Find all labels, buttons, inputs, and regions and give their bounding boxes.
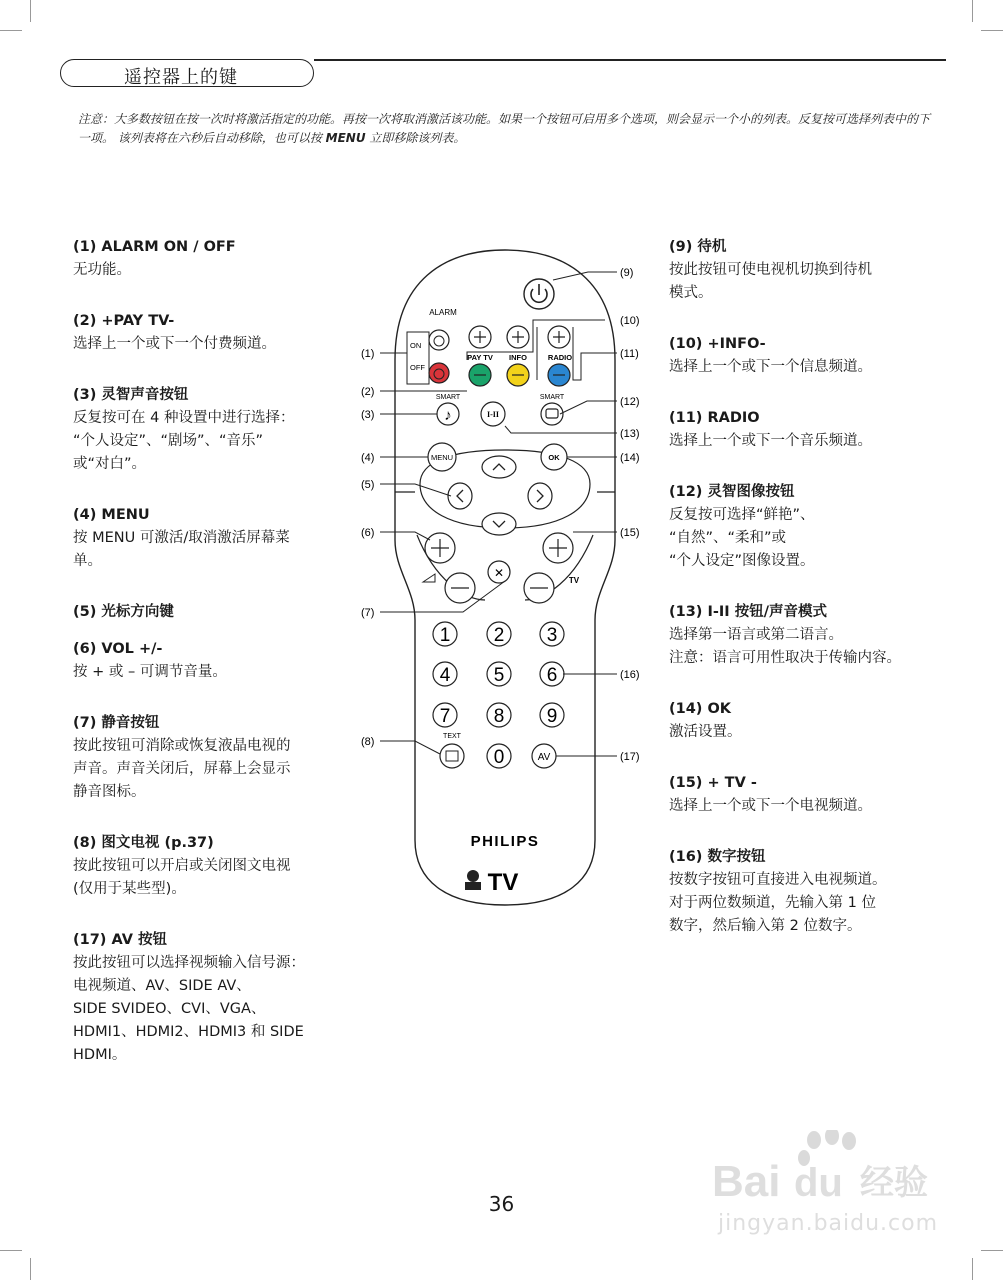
description-item (73, 236, 353, 282)
item-title: (4) MENU (73, 507, 150, 523)
item-text-line: 选择上一个或下一个音乐频道。 (669, 433, 872, 449)
item-text-line: 无功能。 (73, 262, 131, 278)
off-label: OFF (410, 363, 425, 372)
description-item (73, 601, 353, 624)
crop-mark (30, 1258, 31, 1280)
item-text-line: 单。 (73, 553, 102, 569)
description-item (669, 236, 969, 305)
music-note-icon: ♪ (444, 407, 452, 424)
smart-picture-button (541, 403, 563, 425)
item-text-line: HDMI。 (73, 1047, 127, 1063)
left-description-column (73, 236, 353, 1067)
item-text-line: 选择上一个或下一个电视频道。 (669, 798, 872, 814)
item-text-line: 或“对白”。 (73, 456, 147, 472)
volume-wedge-icon (423, 574, 435, 582)
description-item (669, 333, 969, 379)
callout-16: (16) (620, 669, 640, 681)
item-title: (1) ALARM ON / OFF (73, 239, 236, 255)
description-item (669, 846, 969, 938)
usage-note (78, 110, 938, 148)
digit-label: 2 (493, 625, 505, 646)
crop-mark (981, 1250, 1003, 1251)
remote-control-diagram (355, 240, 655, 920)
item-title: (14) OK (669, 701, 732, 717)
cursor-down-button (482, 513, 516, 535)
description-item (669, 772, 969, 818)
item-text-line: 反复按可选择“鲜艳”、 (669, 507, 815, 523)
item-text-line: 激活设置。 (669, 724, 742, 740)
watermark-cn: 经验 (860, 1163, 928, 1203)
item-title: (6) VOL +/- (73, 641, 163, 657)
crop-mark (972, 0, 973, 22)
item-text-line: “个人设定”、“剧场”、“音乐” (73, 433, 264, 449)
note-text: 注意：大多数按钮在按一次时将激活指定的功能。再按一次将取消激活该功能。如果一个按钮可启用多个选项，则会显示一个小的列表。反复按可选择列表中的下一项。 该列表将在六秒后自动移除，也可以按 (78, 112, 931, 145)
smart-picture-label: SMART (539, 394, 565, 401)
digit-label: 4 (439, 665, 451, 686)
note-menu-keyword: MENU (325, 131, 366, 145)
callout-8: (8) (361, 736, 375, 748)
digit-label: 1 (439, 625, 451, 646)
item-text-line: 按 + 或 – 可调节音量。 (73, 664, 227, 680)
baidu-watermark (712, 1130, 952, 1240)
crop-mark (972, 1258, 973, 1280)
item-title: (2) +PAY TV- (73, 313, 175, 329)
description-item (669, 407, 969, 453)
text-button (440, 744, 464, 768)
description-item (73, 384, 353, 476)
description-item (669, 698, 969, 744)
item-text-line: 选择上一个或下一个信息频道。 (669, 359, 872, 375)
ok-label: OK (548, 453, 560, 462)
description-item (73, 712, 353, 804)
item-text-line: 按此按钮可消除或恢复液晶电视的 (73, 738, 291, 754)
digit-label: 6 (546, 665, 558, 686)
alarm-on-button (429, 330, 449, 350)
info-label: INFO (509, 353, 527, 362)
header-rule (314, 59, 946, 61)
item-text-line: SIDE SVIDEO、CVI、VGA、 (73, 1001, 266, 1017)
callout-10: (10) (620, 315, 640, 327)
callout-5: (5) (361, 479, 375, 491)
item-text-line: 选择第一语言或第二语言。 (669, 627, 843, 643)
note-text-end: 立即移除该列表。 (365, 131, 466, 145)
item-text-line: 对于两位数频道，先输入第 1 位 (669, 895, 876, 911)
crop-mark (0, 30, 22, 31)
smart-sound-label: SMART (435, 394, 461, 401)
item-title: (3) 灵智声音按钮 (73, 387, 189, 403)
right-description-column (669, 236, 969, 938)
i-ii-label: I-II (486, 410, 500, 419)
item-text-line: 数字，然后输入第 2 位数字。 (669, 918, 862, 934)
mute-icon: ✕ (493, 566, 505, 580)
philips-tv-logo (465, 869, 518, 896)
cursor-up-button (482, 456, 516, 478)
brand-name: PHILIPS (470, 833, 540, 850)
cursor-left-button (448, 483, 472, 509)
item-title: (13) I-II 按钮/声音模式 (669, 604, 828, 620)
callout-11: (11) (620, 348, 639, 360)
callout-4: (4) (361, 452, 375, 464)
item-text-line: “自然”、“柔和”或 (669, 530, 787, 546)
callout-13: (13) (620, 428, 640, 440)
callout-9: (9) (620, 267, 634, 279)
item-text-line: 按数字按钮可直接进入电视频道。 (669, 872, 887, 888)
item-text-line: 按此按钮可以开启或关闭图文电视 (73, 858, 291, 874)
pay-tv-label: PAY TV (467, 353, 493, 362)
item-title: (9) 待机 (669, 239, 727, 255)
item-title: (7) 静音按钮 (73, 715, 160, 731)
callout-14: (14) (620, 452, 640, 464)
item-text-line: 静音图标。 (73, 784, 146, 800)
description-item (73, 929, 353, 1067)
item-text-line: “个人设定”图像设置。 (669, 553, 815, 569)
alarm-off-button (429, 363, 449, 383)
page-number: 36 (488, 1192, 515, 1216)
item-text-line: 电视频道、AV、SIDE AV、 (73, 978, 251, 994)
logo-tv-text: TV (487, 869, 519, 896)
item-title: (10) +INFO- (669, 336, 766, 352)
text-label: TEXT (443, 733, 461, 740)
callout-1: (1) (361, 348, 375, 360)
item-text-line: 按 MENU 可激活/取消激活屏幕菜 (73, 530, 290, 546)
item-title: (8) 图文电视 (p.37) (73, 835, 214, 851)
tv-label: TV (568, 576, 580, 585)
digit-label: 9 (546, 706, 558, 727)
item-text-line: 反复按可在 4 种设置中进行选择： (73, 410, 295, 426)
callout-15: (15) (620, 527, 640, 539)
callout-3: (3) (361, 409, 375, 421)
item-title: (16) 数字按钮 (669, 849, 766, 865)
callout-7: (7) (361, 607, 375, 619)
callout-17: (17) (620, 751, 640, 763)
item-title: (17) AV 按钮 (73, 932, 167, 948)
item-text-line: 按此按钮可使电视机切换到待机 (669, 262, 872, 278)
description-item (669, 481, 969, 573)
alarm-bracket (407, 332, 429, 384)
description-item (73, 504, 353, 573)
crop-mark (30, 0, 31, 22)
crop-mark (0, 1250, 22, 1251)
av-label: AV (537, 752, 551, 763)
item-title: (11) RADIO (669, 410, 760, 426)
menu-label: MENU (430, 453, 454, 462)
item-title: (5) 光标方向键 (73, 604, 174, 620)
item-text-line: 选择上一个或下一个付费频道。 (73, 336, 276, 352)
crop-mark (981, 30, 1003, 31)
description-item (73, 310, 353, 356)
digit-label: 8 (493, 706, 505, 727)
description-item (73, 638, 353, 684)
callout-6: (6) (361, 527, 375, 539)
description-item (669, 601, 969, 670)
callout-2: (2) (361, 386, 375, 398)
item-text-line: 按此按钮可以选择视频输入信号源： (73, 955, 305, 971)
item-text-line: HDMI1、HDMI2、HDMI3 和 SIDE (73, 1024, 304, 1040)
cursor-right-button (528, 483, 552, 509)
digit-label: 3 (546, 625, 558, 646)
item-text-line: 模式。 (669, 285, 713, 301)
digit-label: 7 (439, 706, 451, 727)
digit-label: 5 (493, 665, 505, 686)
section-title: 遥控器上的键 (124, 67, 238, 88)
callout-12: (12) (620, 396, 640, 408)
radio-label: RADIO (547, 353, 573, 362)
item-text-line: (仅用于某些型)。 (73, 881, 186, 897)
item-text-line: 声音。声音关闭后，屏幕上会显示 (73, 761, 291, 777)
item-title: (15) + TV - (669, 775, 757, 791)
alarm-label: ALARM (429, 308, 457, 317)
item-title: (12) 灵智图像按钮 (669, 484, 795, 500)
digit-label: 0 (493, 747, 505, 768)
on-label: ON (410, 341, 422, 350)
item-text-line: 注意：语言可用性取决于传输内容。 (669, 650, 901, 666)
description-item (73, 832, 353, 901)
watermark-brand: Bai (712, 1157, 781, 1206)
watermark-brand-du: du (794, 1161, 843, 1205)
watermark-url: jingyan.baidu.com (718, 1211, 939, 1236)
